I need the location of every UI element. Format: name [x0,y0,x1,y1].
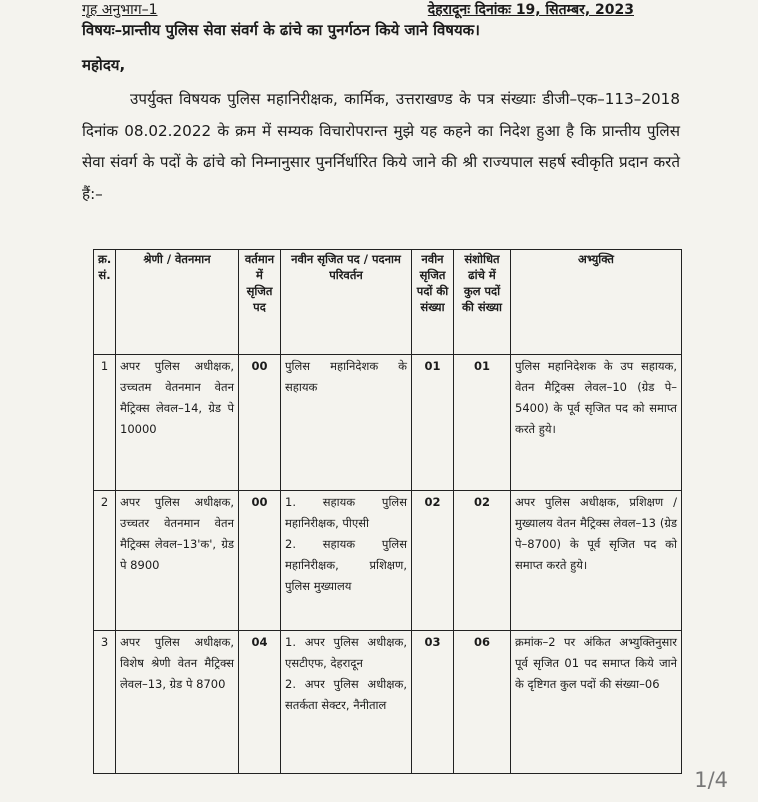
new-post-item: 2. सहायक पुलिस महानिरीक्षक, प्रशिक्षण, पुलिस मुख्यालय [285,537,407,593]
salutation: महोदय, [82,56,126,74]
letter-header [82,0,634,18]
row-new-posts [281,491,412,631]
table-header-row [94,250,682,355]
header-new-posts: नवीन सृजित पद / पदनाम परिवर्तन [281,250,412,355]
body-paragraph: उपर्युक्त विषयक पुलिस महानिरीक्षक, कार्मिक, उत्तराखण्ड के पत्र संख्याः डीजी–एक–113–2018 दिनांक 08.02.2022 के क्रम में सम्यक विचारोपरान्त मुझे यह कहने का निदेश हुआ है कि प्रान्तीय पुलिस सेवा संवर्ग के पदों के ढांचे को निम्नानुसार पुनर्निर्धारित किये जाने की श्री राज्यपाल सहर्ष स्वीकृति प्रदान करते हैं:– [82,90,680,203]
row-existing: 00 [239,491,281,631]
place-date: देहरादूनः दिनांकः 19, सितम्बर, 2023 [427,2,634,18]
row-new-posts [281,355,412,491]
row-new-count: 02 [412,491,454,631]
new-post-item: 1. सहायक पुलिस महानिरीक्षक, पीएसी [285,495,407,530]
row-category: अपर पुलिस अधीक्षक, विशेष श्रेणी वेतन मैट्रिक्स लेवल–13, ग्रेड पे 8700 [116,631,239,774]
row-remarks: क्रमांक–2 पर अंकित अभ्युक्तिनुसार पूर्व सृजित 01 पद समाप्त किये जाने के दृष्टिगत कुल पदों की संख्या–06 [511,631,682,774]
table-row [94,355,682,491]
table-row [94,491,682,631]
header-existing-posts: वर्तमान में सृजित पद [239,250,281,355]
header-new-count: नवीन सृजित पदों की संख्या [412,250,454,355]
row-existing: 04 [239,631,281,774]
row-serial: 1 [94,355,116,491]
row-new-count: 03 [412,631,454,774]
row-category: अपर पुलिस अधीक्षक, उच्चतम वेतनमान वेतन मैट्रिक्स लेवल–14, ग्रेड पे 10000 [116,355,239,491]
row-total: 02 [454,491,511,631]
row-serial: 3 [94,631,116,774]
new-post-item: 1. अपर पुलिस अधीक्षक, एसटीएफ, देहरादून [285,635,407,670]
header-remarks: अभ्युक्ति [511,250,682,355]
row-total: 01 [454,355,511,491]
row-new-posts [281,631,412,774]
new-post-item: 2. अपर पुलिस अधीक्षक, सतर्कता सेक्टर, नैनीताल [285,677,407,712]
row-category: अपर पुलिस अधीक्षक, उच्चतर वेतनमान वेतन मैट्रिक्स लेवल–13'क', ग्रेड पे 8900 [116,491,239,631]
new-post-item: पुलिस महानिदेशक के सहायक [285,359,407,394]
page-number: 1/4 [694,768,728,792]
row-existing: 00 [239,355,281,491]
row-remarks: अपर पुलिस अधीक्षक, प्रशिक्षण / मुख्यालय वेतन मैट्रिक्स लेवल–13 (ग्रेड पे–8700) के पूर्व सृजित पद को समाप्त करते हुये। [511,491,682,631]
header-total-posts: संशोधित ढांचे में कुल पदों की संख्या [454,250,511,355]
subject-line: विषयः–प्रान्तीय पुलिस सेवा संवर्ग के ढांचे का पुनर्गठन किये जाने विषयक। [82,21,480,39]
row-remarks: पुलिस महानिदेशक के उप सहायक, वेतन मैट्रिक्स लेवल–10 (ग्रेड पे–5400) के पूर्व सृजित पद को समाप्त करते हुये। [511,355,682,491]
header-category: श्रेणी / वेतनमान [116,250,239,355]
posts-table [93,249,682,774]
row-serial: 2 [94,491,116,631]
row-total: 06 [454,631,511,774]
table-row [94,631,682,774]
department-label: गृह अनुभाग–1 [82,2,158,18]
row-new-count: 01 [412,355,454,491]
header-serial: क्र. सं. [94,250,116,355]
